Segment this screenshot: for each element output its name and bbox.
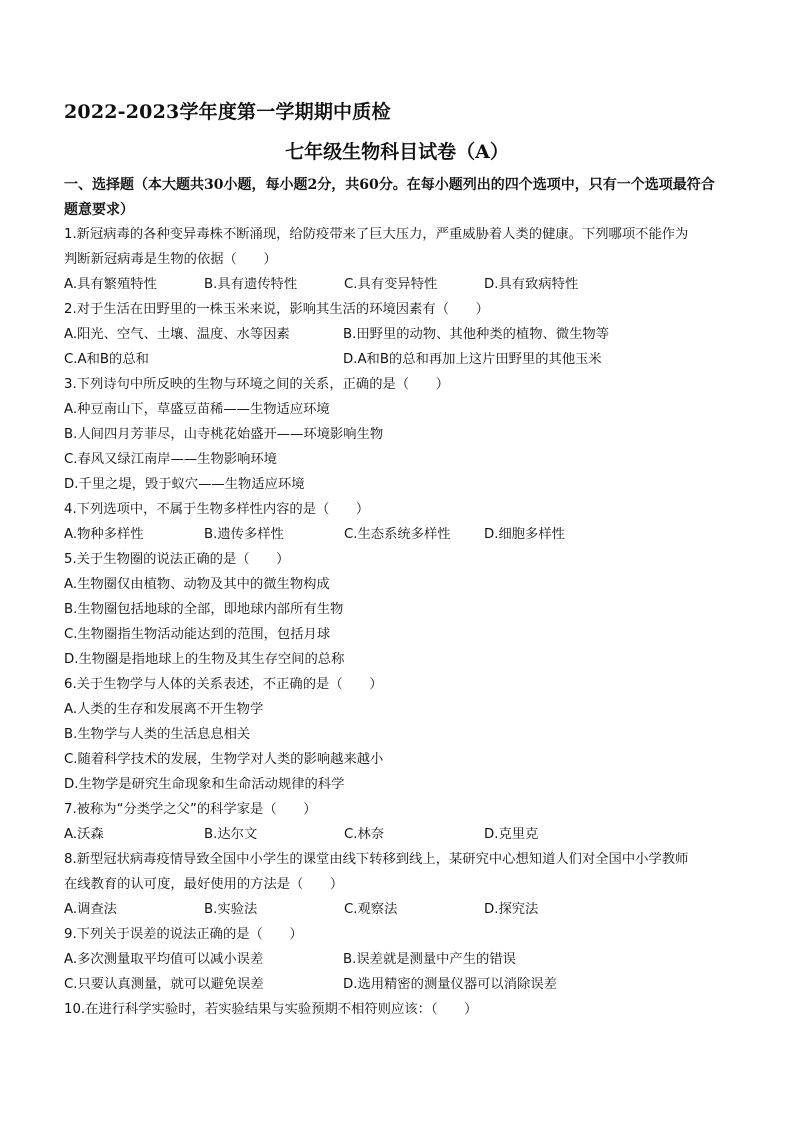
answer-option: A.人类的生存和发展离不开生物学	[64, 702, 264, 717]
question-item	[64, 847, 734, 922]
answer-option: B.生物圈包括地球的全部，即地球内部所有生物	[64, 602, 344, 617]
question-item	[64, 547, 734, 672]
question-item	[64, 497, 734, 547]
options-row	[64, 822, 734, 847]
question-item	[64, 672, 734, 797]
options-row	[64, 897, 734, 922]
answer-option: D.克里克	[484, 827, 539, 842]
options-row	[64, 947, 734, 972]
question-stem: 6.关于生物学与人体的关系表述，不正确的是（ ）	[64, 677, 383, 692]
question-item	[64, 922, 734, 997]
answer-option: A.种豆南山下，草盛豆苗稀——生物适应环境	[64, 402, 330, 417]
answer-option: D.生物学是研究生命现象和生命活动规律的科学	[64, 777, 345, 792]
answer-option: C.生物圈指生物活动能达到的范围，包括月球	[64, 627, 331, 642]
section-heading-line: 题意要求）	[64, 202, 134, 218]
answer-option: C.生态系统多样性	[344, 527, 451, 542]
question-item	[64, 372, 734, 497]
question-stem: 4.下列选项中，不属于生物多样性内容的是（ ）	[64, 502, 370, 517]
answer-option: D.生物圈是指地球上的生物及其生存空间的总称	[64, 652, 345, 667]
answer-option: B.生物学与人类的生活息息相关	[64, 727, 251, 742]
options-row	[64, 347, 734, 372]
question-item	[64, 797, 734, 847]
paper-title: 七年级生物科目试卷（A）	[285, 141, 509, 163]
question-stem: 10.在进行科学实验时，若实验结果与实验预期不相符则应该：（ ）	[64, 1002, 478, 1017]
question-item	[64, 222, 734, 297]
answer-option: D.细胞多样性	[484, 527, 565, 542]
answer-option: D.A和B的总和再加上这片田野里的其他玉米	[343, 352, 602, 367]
answer-option: B.误差就是测量中产生的错误	[343, 952, 516, 967]
section-heading	[64, 173, 734, 223]
answer-option: D.具有致病特性	[484, 277, 579, 292]
answer-option: B.遗传多样性	[204, 527, 284, 542]
answer-option: C.观察法	[344, 902, 398, 917]
answer-option: A.物种多样性	[64, 527, 144, 542]
answer-option: A.阳光、空气、土壤、温度、水等因素	[64, 327, 290, 342]
question-stem: 2.对于生活在田野里的一株玉米来说，影响其生活的环境因素有（ ）	[64, 302, 489, 317]
question-stem: 9.下列关于误差的说法正确的是（ ）	[64, 927, 303, 942]
options-row	[64, 322, 734, 347]
question-item	[64, 997, 734, 1022]
question-stem: 1.新冠病毒的各种变异毒株不断涌现，给防疫带来了巨大压力，严重威胁着人类的健康。下列哪项不能作为	[64, 227, 689, 242]
answer-option: B.人间四月芳菲尽，山寺桃花始盛开——环境影响生物	[64, 427, 384, 442]
question-stem: 在线教育的认可度，最好使用的方法是（ ）	[64, 877, 344, 892]
answer-option: B.达尔文	[204, 827, 258, 842]
answer-option: A.具有繁殖特性	[64, 277, 157, 292]
answer-option: C.具有变异特性	[344, 277, 438, 292]
answer-option: D.千里之堤，毁于蚁穴——生物适应环境	[64, 477, 305, 492]
answer-option: B.实验法	[204, 902, 258, 917]
question-stem: 5.关于生物圈的说法正确的是（ ）	[64, 552, 290, 567]
answer-option: C.林奈	[344, 827, 385, 842]
answer-option: B.田野里的动物、其他种类的植物、微生物等	[343, 327, 609, 342]
section-heading-line: 一、选择题（本大题共30小题，每小题2分，共60分。在每小题列出的四个选项中，只有一个选项最符合	[64, 177, 715, 193]
question-stem: 7.被称为“分类学之父”的科学家是（ ）	[64, 802, 317, 817]
question-stem: 判断新冠病毒是生物的依据（ ）	[64, 252, 277, 267]
exam-school-title: 2022-2023学年度第一学期期中质检	[64, 101, 391, 123]
question-stem: 3.下列诗句中所反映的生物与环境之间的关系，正确的是（ ）	[64, 377, 449, 392]
answer-option: B.具有遗传特性	[204, 277, 298, 292]
answer-option: A.多次测量取平均值可以减小误差	[64, 952, 264, 967]
question-item	[64, 297, 734, 372]
answer-option: A.沃森	[64, 827, 104, 842]
question-stem: 8.新型冠状病毒疫情导致全国中小学生的课堂由线下转移到线上，某研究中心想知道人们对全国中小学教师	[64, 852, 689, 867]
options-row	[64, 972, 734, 997]
options-row	[64, 522, 734, 547]
answer-option: A.生物圈仅由植物、动物及其中的微生物构成	[64, 577, 330, 592]
options-row	[64, 272, 734, 297]
answer-option: C.只要认真测量，就可以避免误差	[64, 977, 264, 992]
answer-option: D.探究法	[484, 902, 539, 917]
answer-option: C.春风又绿江南岸——生物影响环境	[64, 452, 277, 467]
answer-option: D.选用精密的测量仪器可以消除误差	[343, 977, 557, 992]
answer-option: C.A和B的总和	[64, 352, 149, 367]
answer-option: A.调查法	[64, 902, 117, 917]
answer-option: C.随着科学技术的发展，生物学对人类的影响越来越小	[64, 752, 384, 767]
question-list	[64, 222, 734, 1022]
